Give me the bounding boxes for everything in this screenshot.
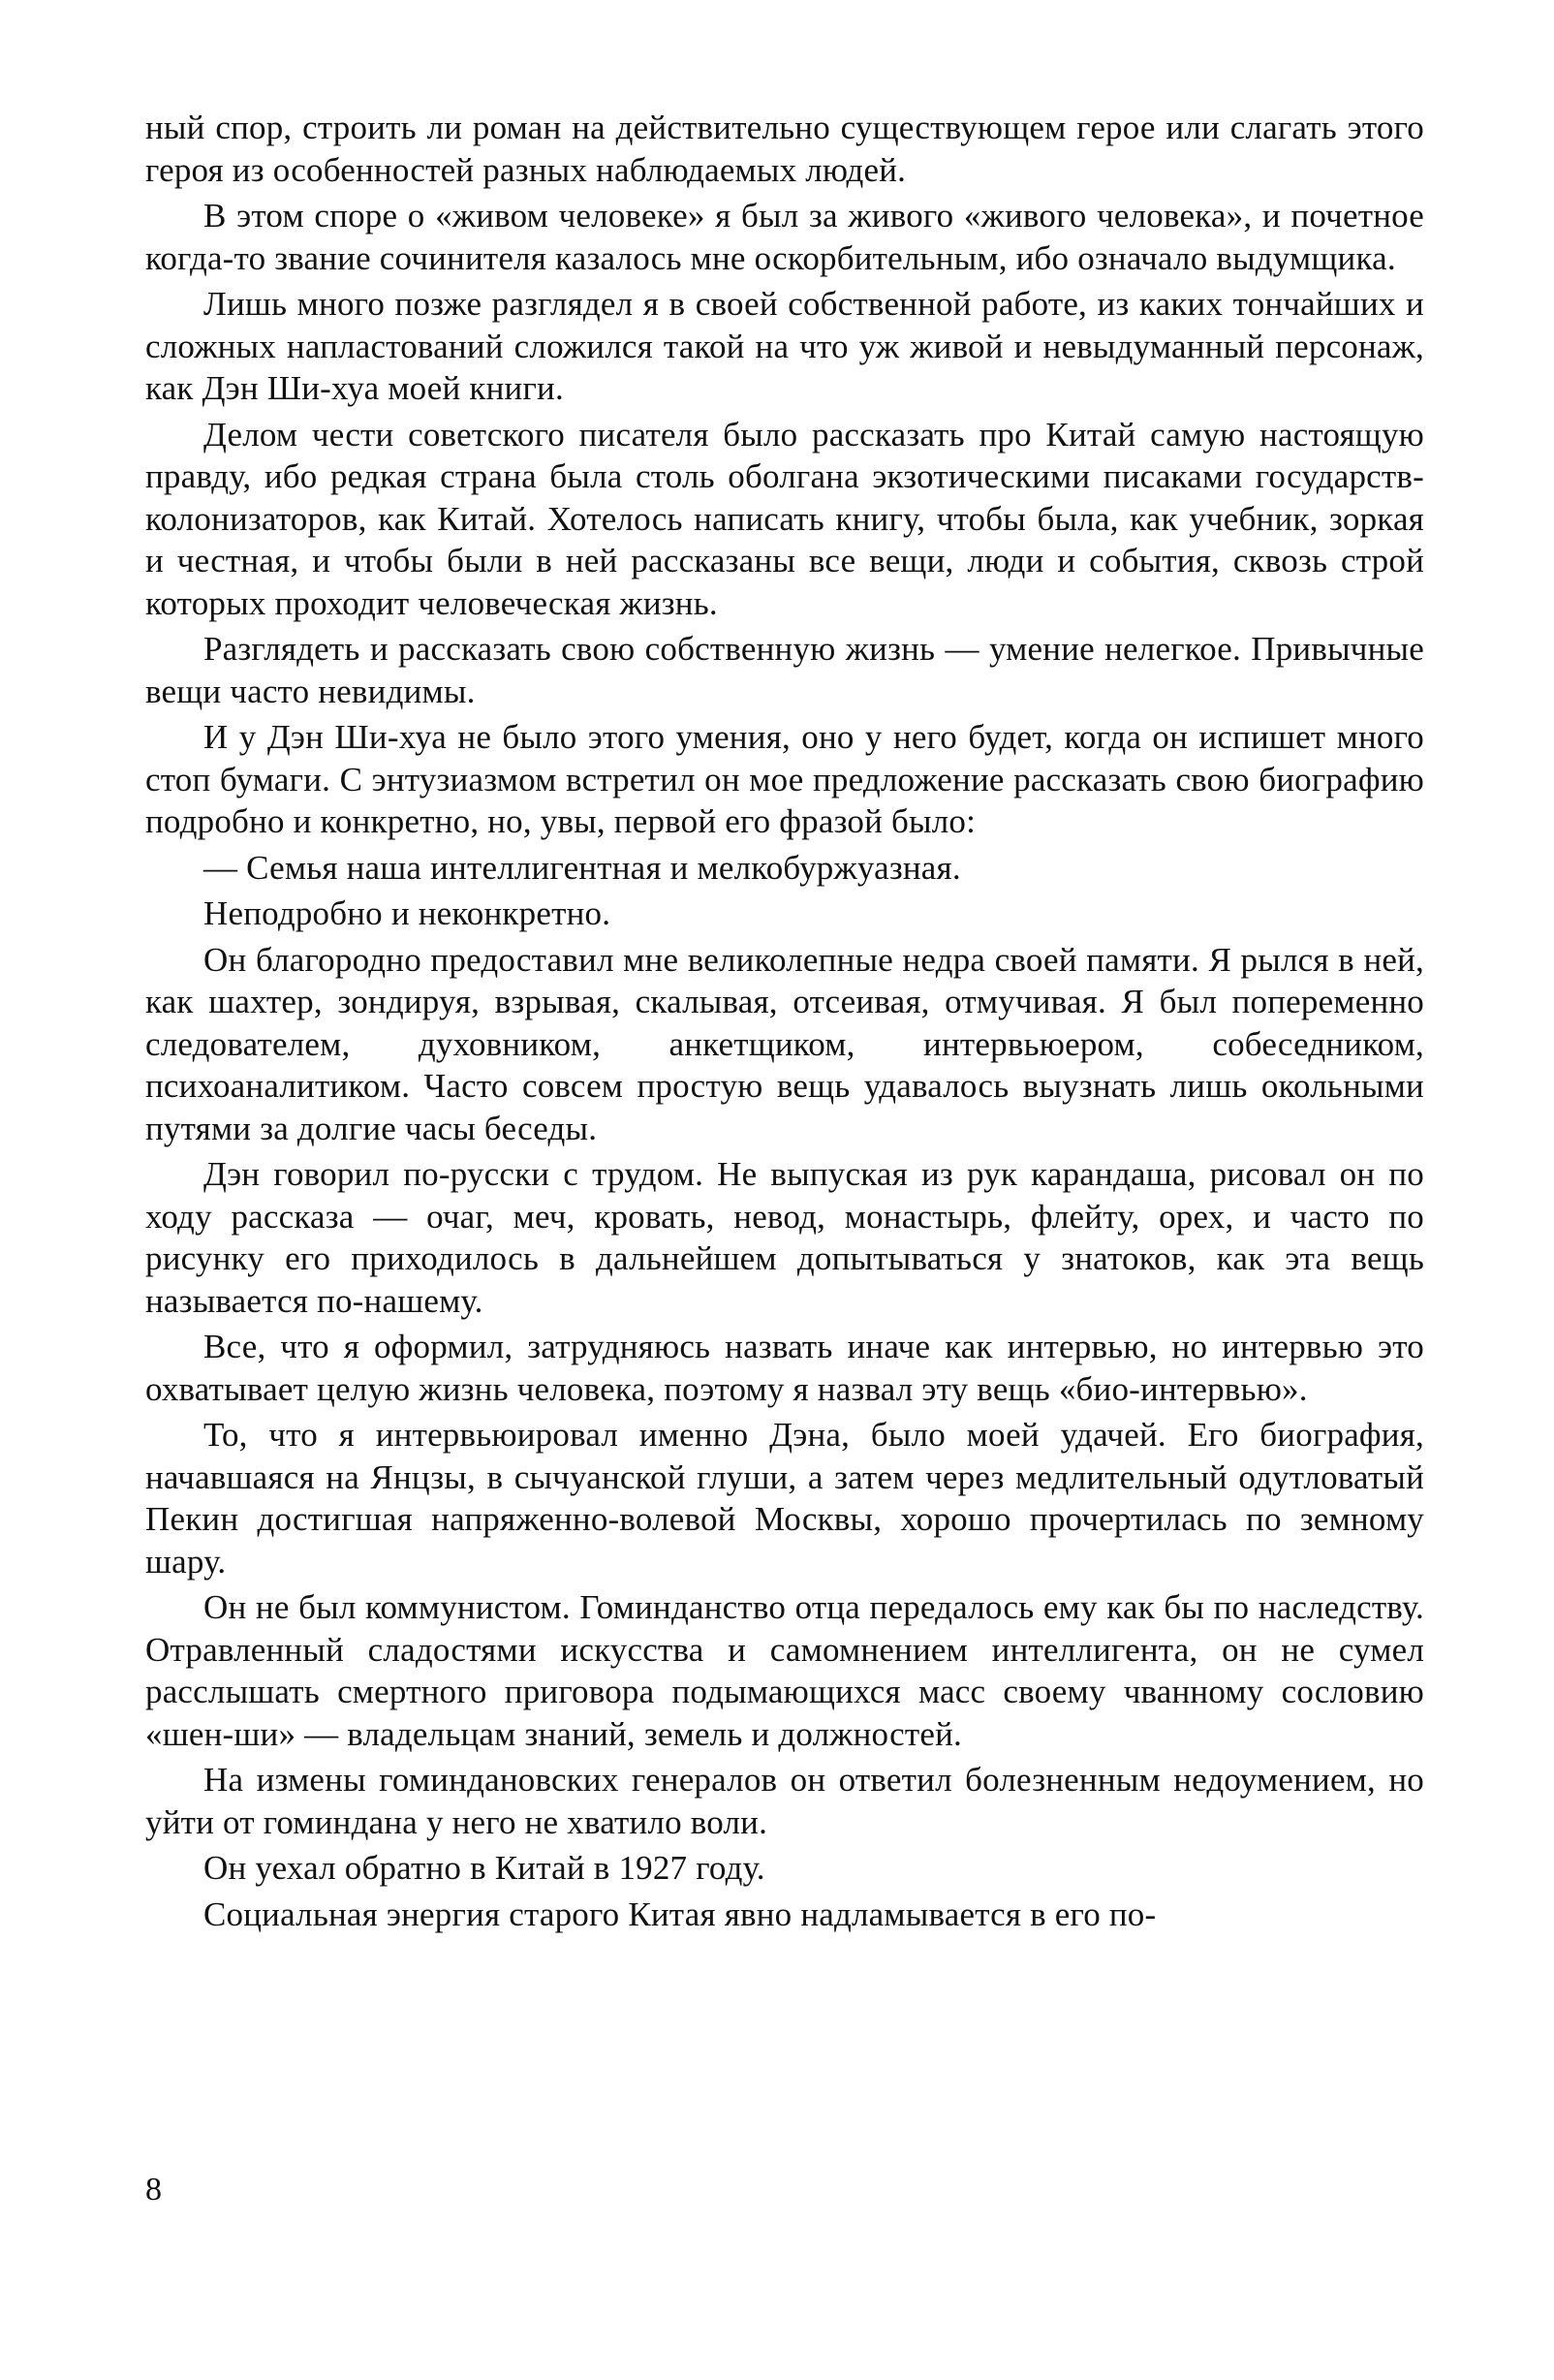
- paragraph: Социальная энергия старого Китая явно надламывается в его по-: [203, 1895, 1157, 1933]
- paragraph: Разглядеть и рассказать свою собственную жизнь — умение нелегкое. Привычные вещи часто невидимы.: [145, 630, 1424, 710]
- paragraph: Он благородно предоставил мне великолепные недра своей памяти. Я рылся в ней, как шахтер, зондируя, взрывая, скалывая, отсеивая, отмучивая. Я был попеременно следователем, духовником, анкетщиком, интервьюером, собеседником, психоаналитиком. Часто совсем простую вещь удавалось выузнать лишь окольными путями за долгие часы беседы.: [145, 940, 1424, 1147]
- paragraph: Он уехал обратно в Китай в 1927 году.: [203, 1849, 765, 1887]
- body-text: [145, 107, 1424, 1939]
- paragraph: Лишь много позже разглядел я в своей собственной работе, из каких тончайших и сложных напластований сложился такой на что уж живой и невыдуманный персонаж, как Дэн Ши-хуа моей книги.: [145, 285, 1424, 407]
- paragraph: Неподробно и неконкретно.: [203, 894, 611, 932]
- paragraph: Все, что я оформил, затрудняюсь назвать иначе как интервью, но интервью это охватывает целую жизнь человека, поэтому я назвал эту вещь «био-интервью».: [145, 1328, 1424, 1408]
- page-number: 8: [145, 2172, 162, 2208]
- paragraph: И у Дэн Ши-хуа не было этого умения, оно у него будет, когда он испишет много стоп бумаги. С энтузиазмом встретил он мое предложение рассказать свою биографию подробно и конкретно, но, увы, первой его фразой было:: [145, 718, 1424, 840]
- paragraph: Делом чести советского писателя было рассказать про Китай самую настоящую правду, ибо редкая страна была столь оболгана экзотическими писаками государств-колонизаторов, как Китай. Хотелось написать книгу, чтобы была, как учебник, зоркая и честная, и чтобы были в ней рассказаны все вещи, люди и события, сквозь строй которых проходит человеческая жизнь.: [145, 415, 1424, 622]
- paragraph: Дэн говорил по-русски с трудом. Не выпуская из рук карандаша, рисовал он по ходу рассказа — очаг, меч, кровать, невод, монастырь, флейту, орех, и часто по рисунку его приходилось в дальнейшем допытываться у знатоков, как эта вещь называется по-нашему.: [145, 1155, 1424, 1320]
- paragraph: Он не был коммунистом. Гоминданство отца передалось ему как бы по наследству. Отравленный сладостями искусства и самомнением интеллигента, он не сумел расслышать смертного приговора подымающихся масс своему чванному сословию «шен-ши» — владельцам знаний, земель и должностей.: [145, 1588, 1424, 1753]
- paragraph: То, что я интервьюировал именно Дэна, было моей удачей. Его биография, начавшаяся на Янцзы, в сычуанской глуши, а затем через медлительный одутловатый Пекин достигшая напряженно-волевой Москвы, хорошо прочертилась по земному шару.: [145, 1416, 1424, 1581]
- dialogue-line: — Семья наша интеллигентная и мелкобуржуазная.: [203, 848, 961, 887]
- paragraph: ный спор, строить ли роман на действительно существующем герое или слагать этого героя из особенностей разных наблюдаемых людей.: [145, 109, 1424, 189]
- paragraph: На измены гоминдановских генералов он ответил болезненным недоумением, но уйти от гоминдана у него не хватило воли.: [145, 1761, 1424, 1841]
- paragraph: В этом споре о «живом человеке» я был за живого «живого человека», и почетное когда-то звание сочинителя казалось мне оскорбительным, ибо означало выдумщика.: [145, 197, 1424, 277]
